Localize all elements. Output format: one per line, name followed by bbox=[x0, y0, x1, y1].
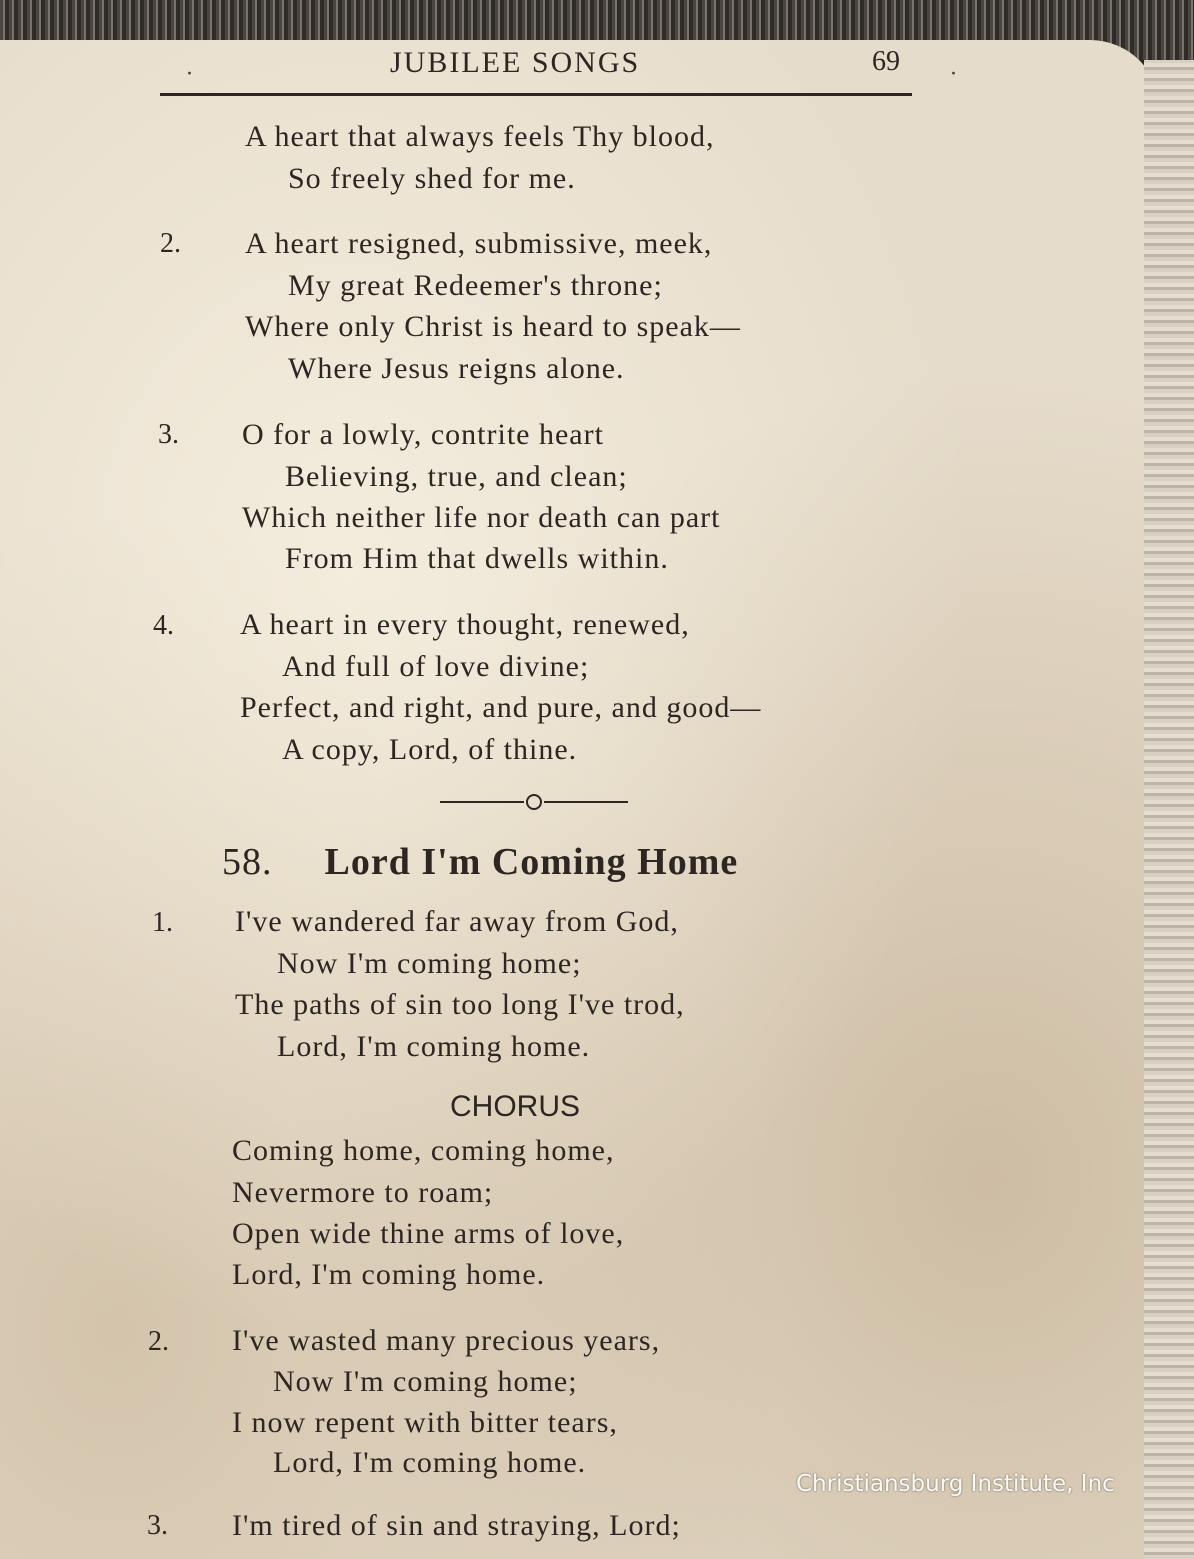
running-head: JUBILEE SONGS bbox=[390, 46, 641, 79]
verse-line: Believing, true, and clean; bbox=[285, 460, 628, 493]
verse-number: 2. bbox=[160, 228, 181, 259]
song-number: 58. bbox=[222, 841, 273, 883]
verse-number: 3. bbox=[147, 1510, 168, 1541]
chorus-line: Coming home, coming home, bbox=[232, 1134, 615, 1167]
divider-ring bbox=[526, 794, 542, 810]
verse-number: 1. bbox=[152, 907, 173, 938]
verse-line: I now repent with bitter tears, bbox=[232, 1406, 618, 1439]
book-page bbox=[0, 40, 1160, 1559]
verse-line: A copy, Lord, of thine. bbox=[282, 733, 578, 766]
verse-line: Lord, I'm coming home. bbox=[273, 1446, 587, 1479]
verse-number: 2. bbox=[148, 1326, 169, 1357]
watermark: Christiansburg Institute, Inc bbox=[796, 1471, 1115, 1497]
verse-line: I've wasted many precious years, bbox=[232, 1324, 661, 1357]
divider-bar bbox=[440, 801, 524, 803]
verse-line: My great Redeemer's throne; bbox=[288, 269, 663, 302]
verse-line: Perfect, and right, and pure, and good— bbox=[240, 691, 762, 724]
verse-line: Lord, I'm coming home. bbox=[277, 1030, 591, 1063]
verse-number: 4. bbox=[153, 610, 174, 641]
page-number: 69 bbox=[872, 46, 900, 77]
chorus-line: Lord, I'm coming home. bbox=[232, 1258, 546, 1291]
verse-line: Where only Christ is heard to speak— bbox=[245, 310, 741, 343]
divider-bar bbox=[544, 801, 628, 803]
verse-line: O for a lowly, contrite heart bbox=[242, 418, 604, 451]
verse-line: The paths of sin too long I've trod, bbox=[235, 988, 685, 1021]
verse-line: I've wandered far away from God, bbox=[235, 905, 679, 938]
chorus-line: Nevermore to roam; bbox=[232, 1176, 494, 1209]
verse-line: From Him that dwells within. bbox=[285, 542, 669, 575]
verse-line: A heart in every thought, renewed, bbox=[240, 608, 690, 641]
chorus-line: Open wide thine arms of love, bbox=[232, 1217, 625, 1250]
song-heading bbox=[222, 840, 738, 884]
verse-line: A heart that always feels Thy blood, bbox=[245, 120, 715, 153]
verse-line: So freely shed for me. bbox=[288, 162, 576, 195]
verse-line: I'm tired of sin and straying, Lord; bbox=[232, 1509, 681, 1542]
chorus-heading: CHORUS bbox=[450, 1090, 581, 1123]
verse-line: And full of love divine; bbox=[282, 650, 590, 683]
header-rule bbox=[160, 93, 912, 96]
verse-line: Which neither life nor death can part bbox=[242, 501, 721, 534]
verse-line: A heart resigned, submissive, meek, bbox=[245, 227, 713, 260]
song-title: Lord I'm Coming Home bbox=[324, 841, 739, 883]
header-dot-left: · bbox=[186, 62, 193, 87]
verse-number: 3. bbox=[158, 419, 179, 450]
page-stack-edge bbox=[1144, 60, 1194, 1559]
verse-line: Now I'm coming home; bbox=[277, 947, 582, 980]
header-dot-right: · bbox=[950, 62, 957, 87]
verse-line: Now I'm coming home; bbox=[273, 1365, 578, 1398]
section-divider bbox=[440, 792, 628, 812]
verse-line: Where Jesus reigns alone. bbox=[288, 352, 625, 385]
